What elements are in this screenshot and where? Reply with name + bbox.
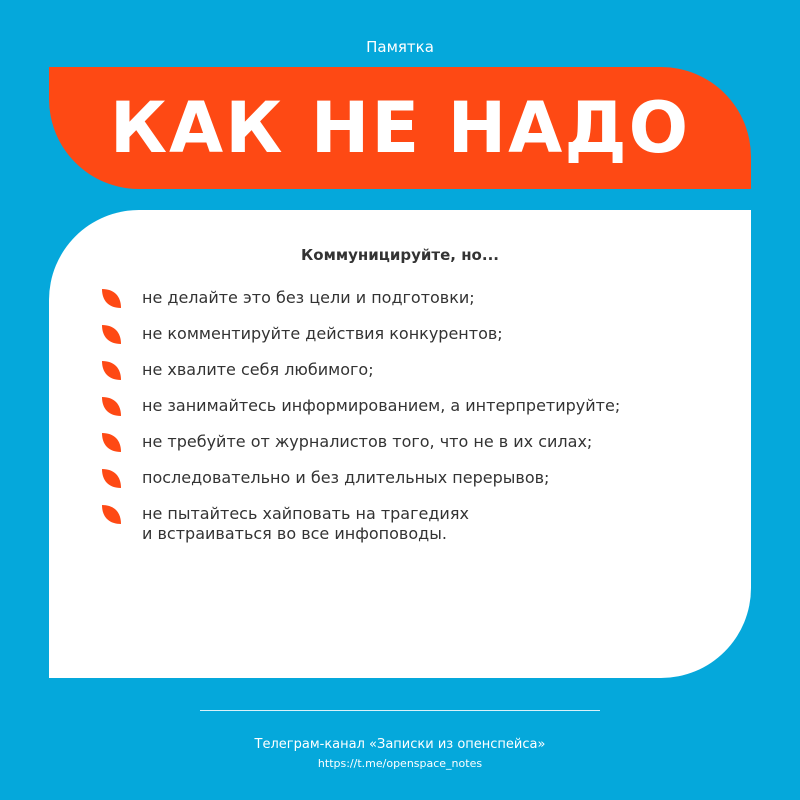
list-item xyxy=(100,288,720,309)
card-heading: Коммуницируйте, но... xyxy=(301,246,499,264)
leaf-icon xyxy=(100,359,122,381)
list-item xyxy=(100,468,720,489)
leaf-icon xyxy=(100,431,122,453)
list-item xyxy=(100,360,720,381)
list-item-text: не занимайтесь информированием, а интерпретируйте; xyxy=(142,396,621,415)
title-banner xyxy=(49,67,751,189)
list-item xyxy=(100,432,720,453)
leaf-icon xyxy=(100,503,122,525)
list-item xyxy=(100,324,720,345)
footer-divider xyxy=(200,710,600,711)
leaf-icon xyxy=(100,287,122,309)
footer-channel-name: Телеграм-канал «Записки из опенспейса» xyxy=(254,737,546,752)
leaf-icon xyxy=(100,395,122,417)
footer-channel-link[interactable]: https://t.me/openspace_notes xyxy=(317,757,483,770)
page-title: КАК НЕ НАДО xyxy=(109,87,691,169)
list-item-text: не комментируйте действия конкурентов; xyxy=(142,324,503,343)
leaf-icon xyxy=(100,467,122,489)
list-item-text: последовательно и без длительных перерывов; xyxy=(142,468,550,487)
list-item xyxy=(100,396,720,417)
kicker-label: Памятка xyxy=(366,38,434,56)
tips-list xyxy=(100,288,720,559)
leaf-icon xyxy=(100,323,122,345)
list-item-text: не требуйте от журналистов того, что не в их силах; xyxy=(142,432,593,451)
list-item-text: не хвалите себя любимого; xyxy=(142,360,374,379)
list-item-text: не делайте это без цели и подготовки; xyxy=(142,288,475,307)
list-item xyxy=(100,504,720,544)
list-item-text: не пытайтесь хайповать на трагедиях и встраиваться во все инфоповоды. xyxy=(142,504,469,543)
content-card xyxy=(49,210,751,678)
